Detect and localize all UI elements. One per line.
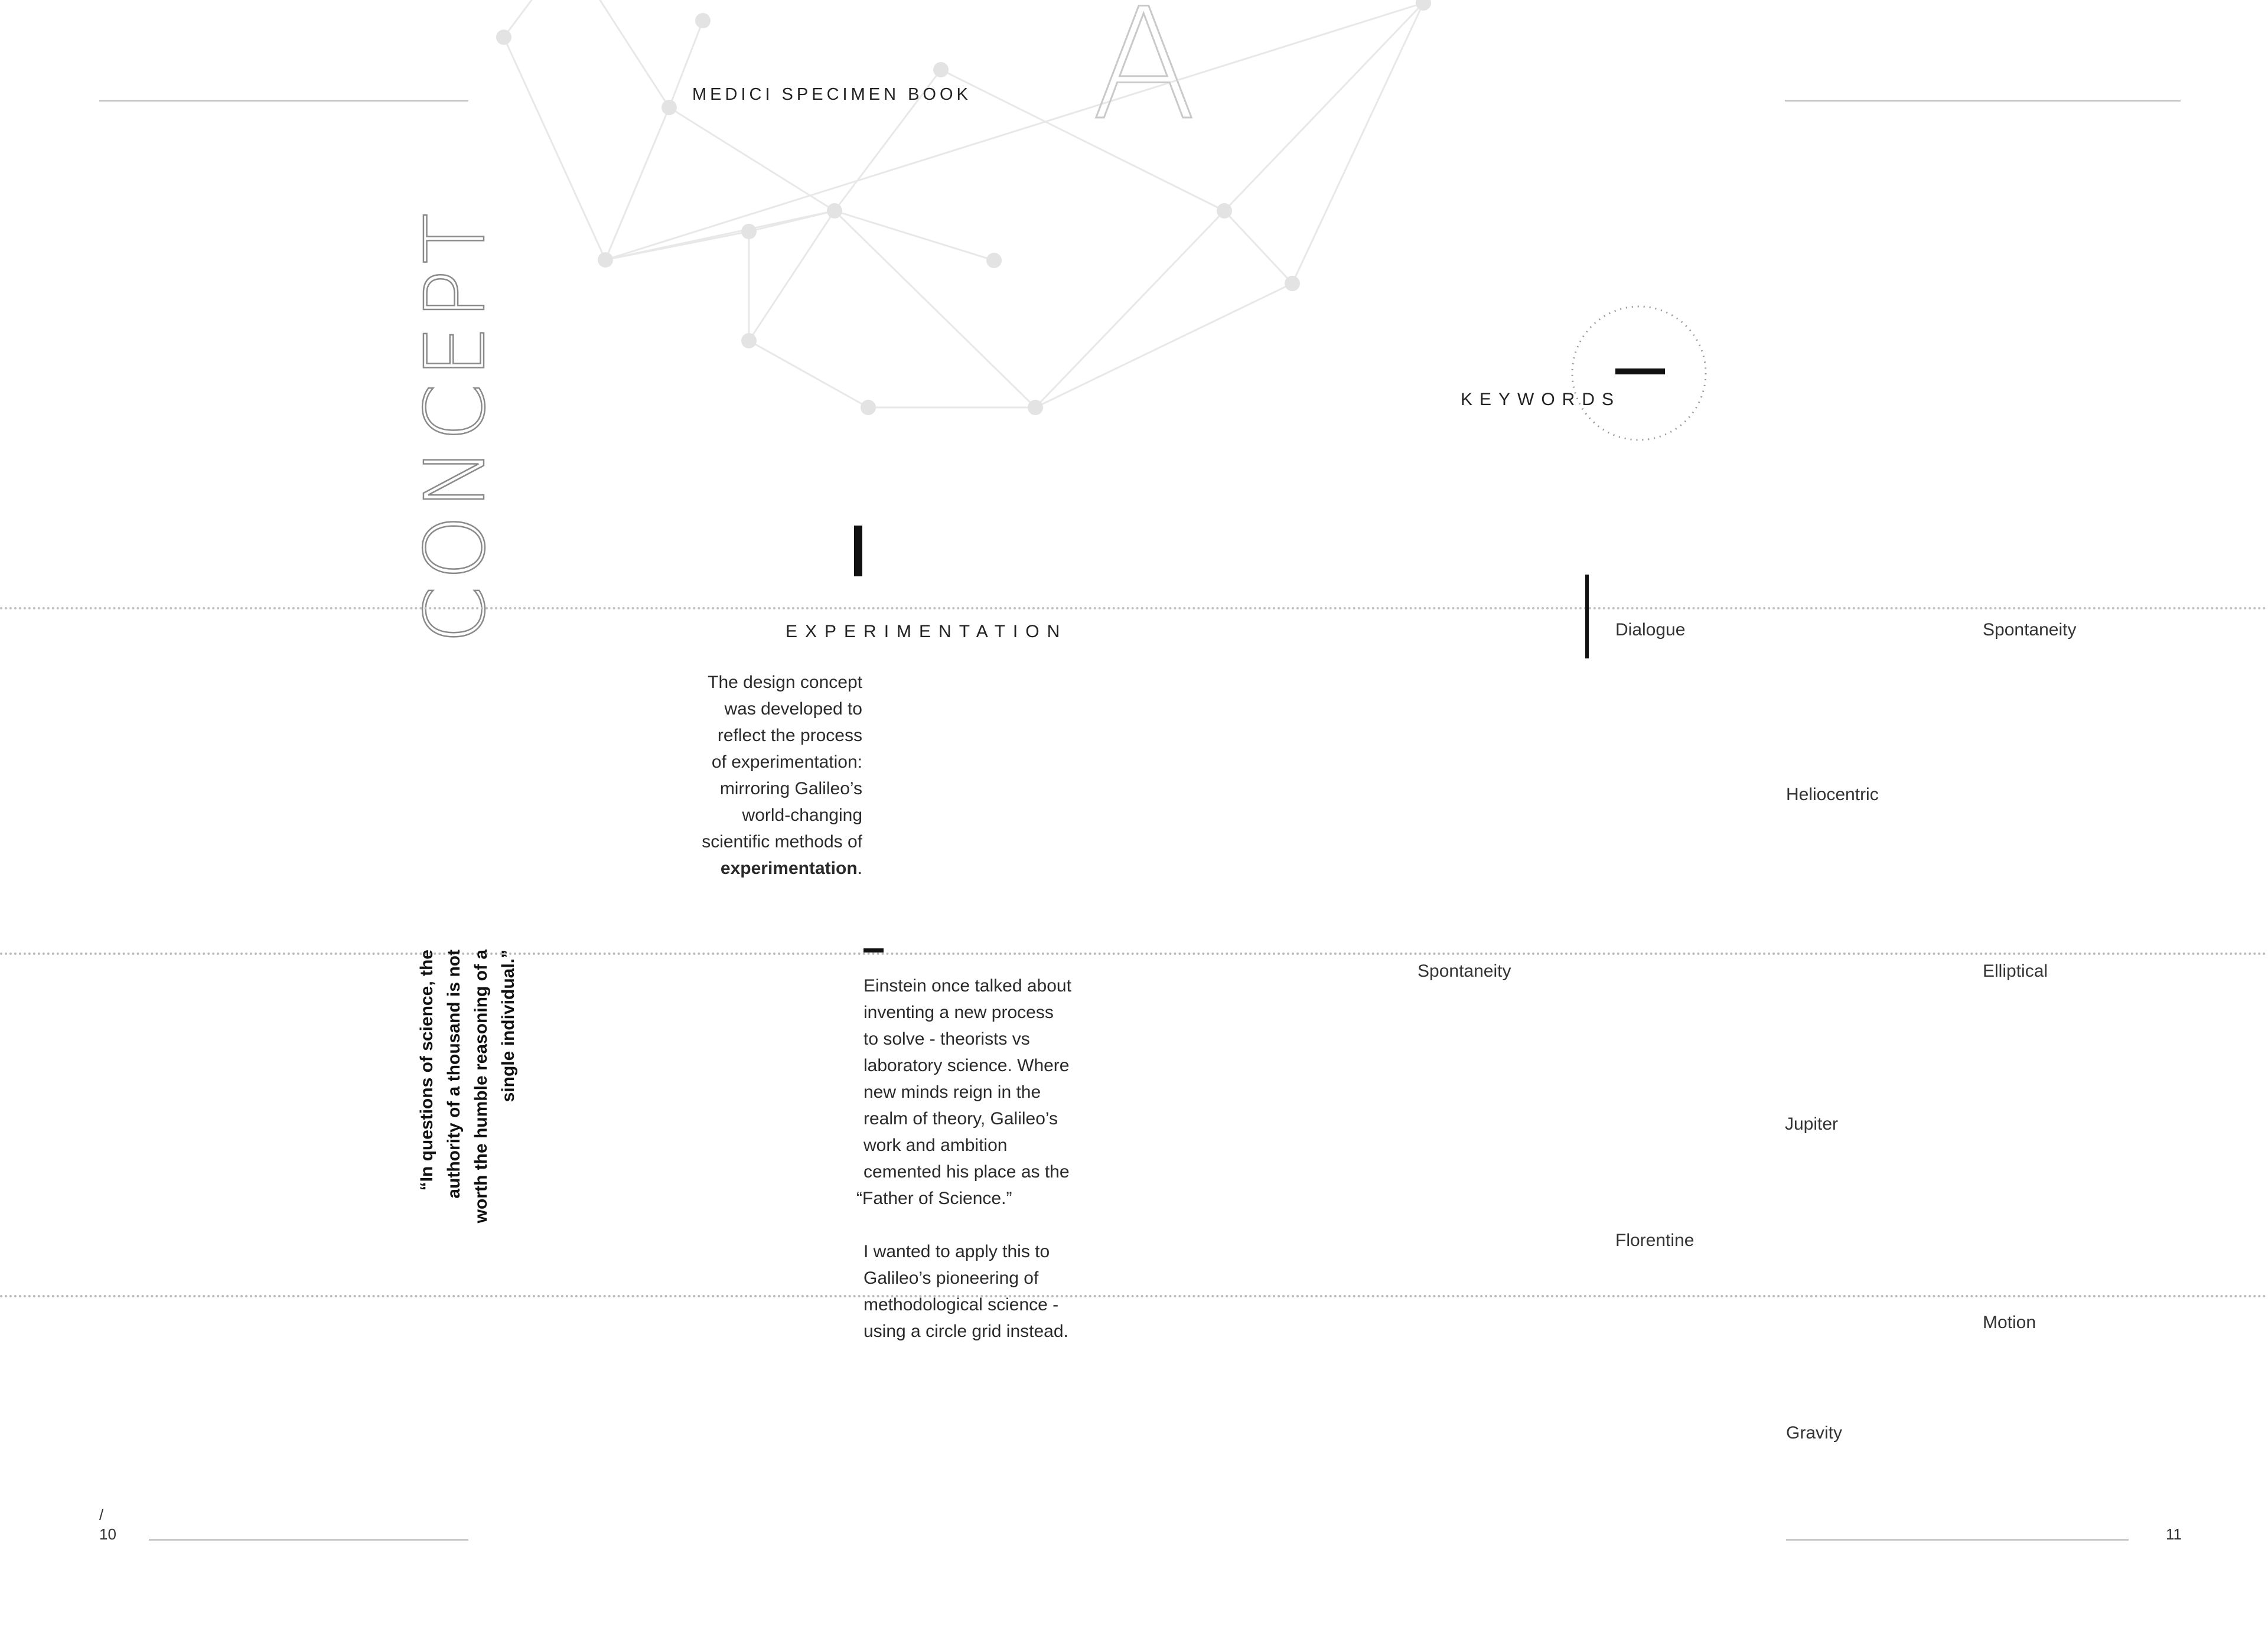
keyword-spontaneity: Spontaneity bbox=[1418, 961, 1511, 981]
einstein-line: laboratory science. Where bbox=[863, 1056, 1070, 1075]
galileo-quote-text: “In questions of science, the authority of a thousand is not worth the humble reasoning of a single individual.” bbox=[417, 950, 518, 1224]
einstein-line: “Father of Science.” bbox=[856, 1189, 1012, 1208]
einstein-line: I wanted to apply this to bbox=[863, 1242, 1050, 1261]
experimentation-last-line bbox=[626, 855, 862, 882]
experimentation-line: scientific methods of bbox=[702, 832, 862, 852]
keyword-spontaneity: Spontaneity bbox=[1983, 620, 2077, 640]
keyword-elliptical: Elliptical bbox=[1983, 961, 2048, 981]
experimentation-line: world-changing bbox=[742, 805, 862, 825]
experimentation-line: reflect the process bbox=[717, 726, 862, 745]
keyword-florentine: Florentine bbox=[1615, 1231, 1695, 1250]
experimentation-period: . bbox=[857, 859, 862, 878]
keyword-dialogue: Dialogue bbox=[1615, 620, 1686, 640]
dotted-guide-1 bbox=[0, 607, 2268, 609]
decorative-letter-a: A bbox=[1091, 0, 1197, 154]
experimentation-line: of experimentation: bbox=[711, 752, 862, 772]
dotted-guide-2 bbox=[0, 952, 2268, 955]
experimentation-marker-bar bbox=[854, 526, 862, 576]
keyword-gravity: Gravity bbox=[1786, 1423, 1843, 1443]
page-slash: / bbox=[99, 1506, 104, 1524]
einstein-line: methodological science - bbox=[863, 1295, 1059, 1314]
page-number-left: 10 bbox=[99, 1525, 116, 1543]
einstein-line: new minds reign in the bbox=[863, 1082, 1041, 1102]
einstein-line: Einstein once talked about bbox=[863, 976, 1071, 996]
experimentation-line: was developed to bbox=[724, 699, 862, 719]
keywords-marker-dash bbox=[1615, 368, 1665, 374]
einstein-line: work and ambition bbox=[863, 1136, 1008, 1155]
keywords-heading: KEYWORDS bbox=[1461, 390, 1621, 409]
footer-rule-left bbox=[149, 1539, 468, 1541]
dotted-guide-3 bbox=[0, 1295, 2268, 1297]
header-rule-right bbox=[1785, 100, 2181, 102]
experimentation-bold-word: experimentation bbox=[720, 859, 858, 878]
experimentation-line: The design concept bbox=[708, 673, 862, 692]
einstein-line: using a circle grid instead. bbox=[863, 1322, 1068, 1341]
einstein-line: inventing a new process bbox=[863, 1003, 1054, 1022]
einstein-marker-dash bbox=[863, 948, 884, 952]
einstein-paragraph bbox=[856, 973, 1104, 1345]
experimentation-heading: EXPERIMENTATION bbox=[786, 622, 1068, 641]
experimentation-line: mirroring Galileo’s bbox=[719, 779, 862, 798]
einstein-line: cemented his place as the bbox=[863, 1162, 1070, 1182]
einstein-line: realm of theory, Galileo’s bbox=[863, 1109, 1058, 1128]
einstein-line: Galileo’s pioneering of bbox=[863, 1268, 1039, 1288]
keyword-motion: Motion bbox=[1983, 1313, 2036, 1332]
keyword-heliocentric: Heliocentric bbox=[1786, 785, 1879, 804]
concept-title-text: CONCEPT bbox=[408, 207, 504, 644]
keywords-marker-bar bbox=[1585, 575, 1589, 658]
keyword-jupiter: Jupiter bbox=[1785, 1114, 1839, 1134]
book-title: MEDICI SPECIMEN BOOK bbox=[692, 85, 972, 104]
header-rule-left bbox=[99, 100, 468, 102]
paragraph-spacer bbox=[856, 1212, 1104, 1238]
experimentation-paragraph bbox=[626, 669, 862, 882]
footer-rule-right bbox=[1786, 1539, 2129, 1541]
einstein-line: to solve - theorists vs bbox=[863, 1029, 1030, 1049]
page-number-right: 11 bbox=[2166, 1525, 2182, 1543]
